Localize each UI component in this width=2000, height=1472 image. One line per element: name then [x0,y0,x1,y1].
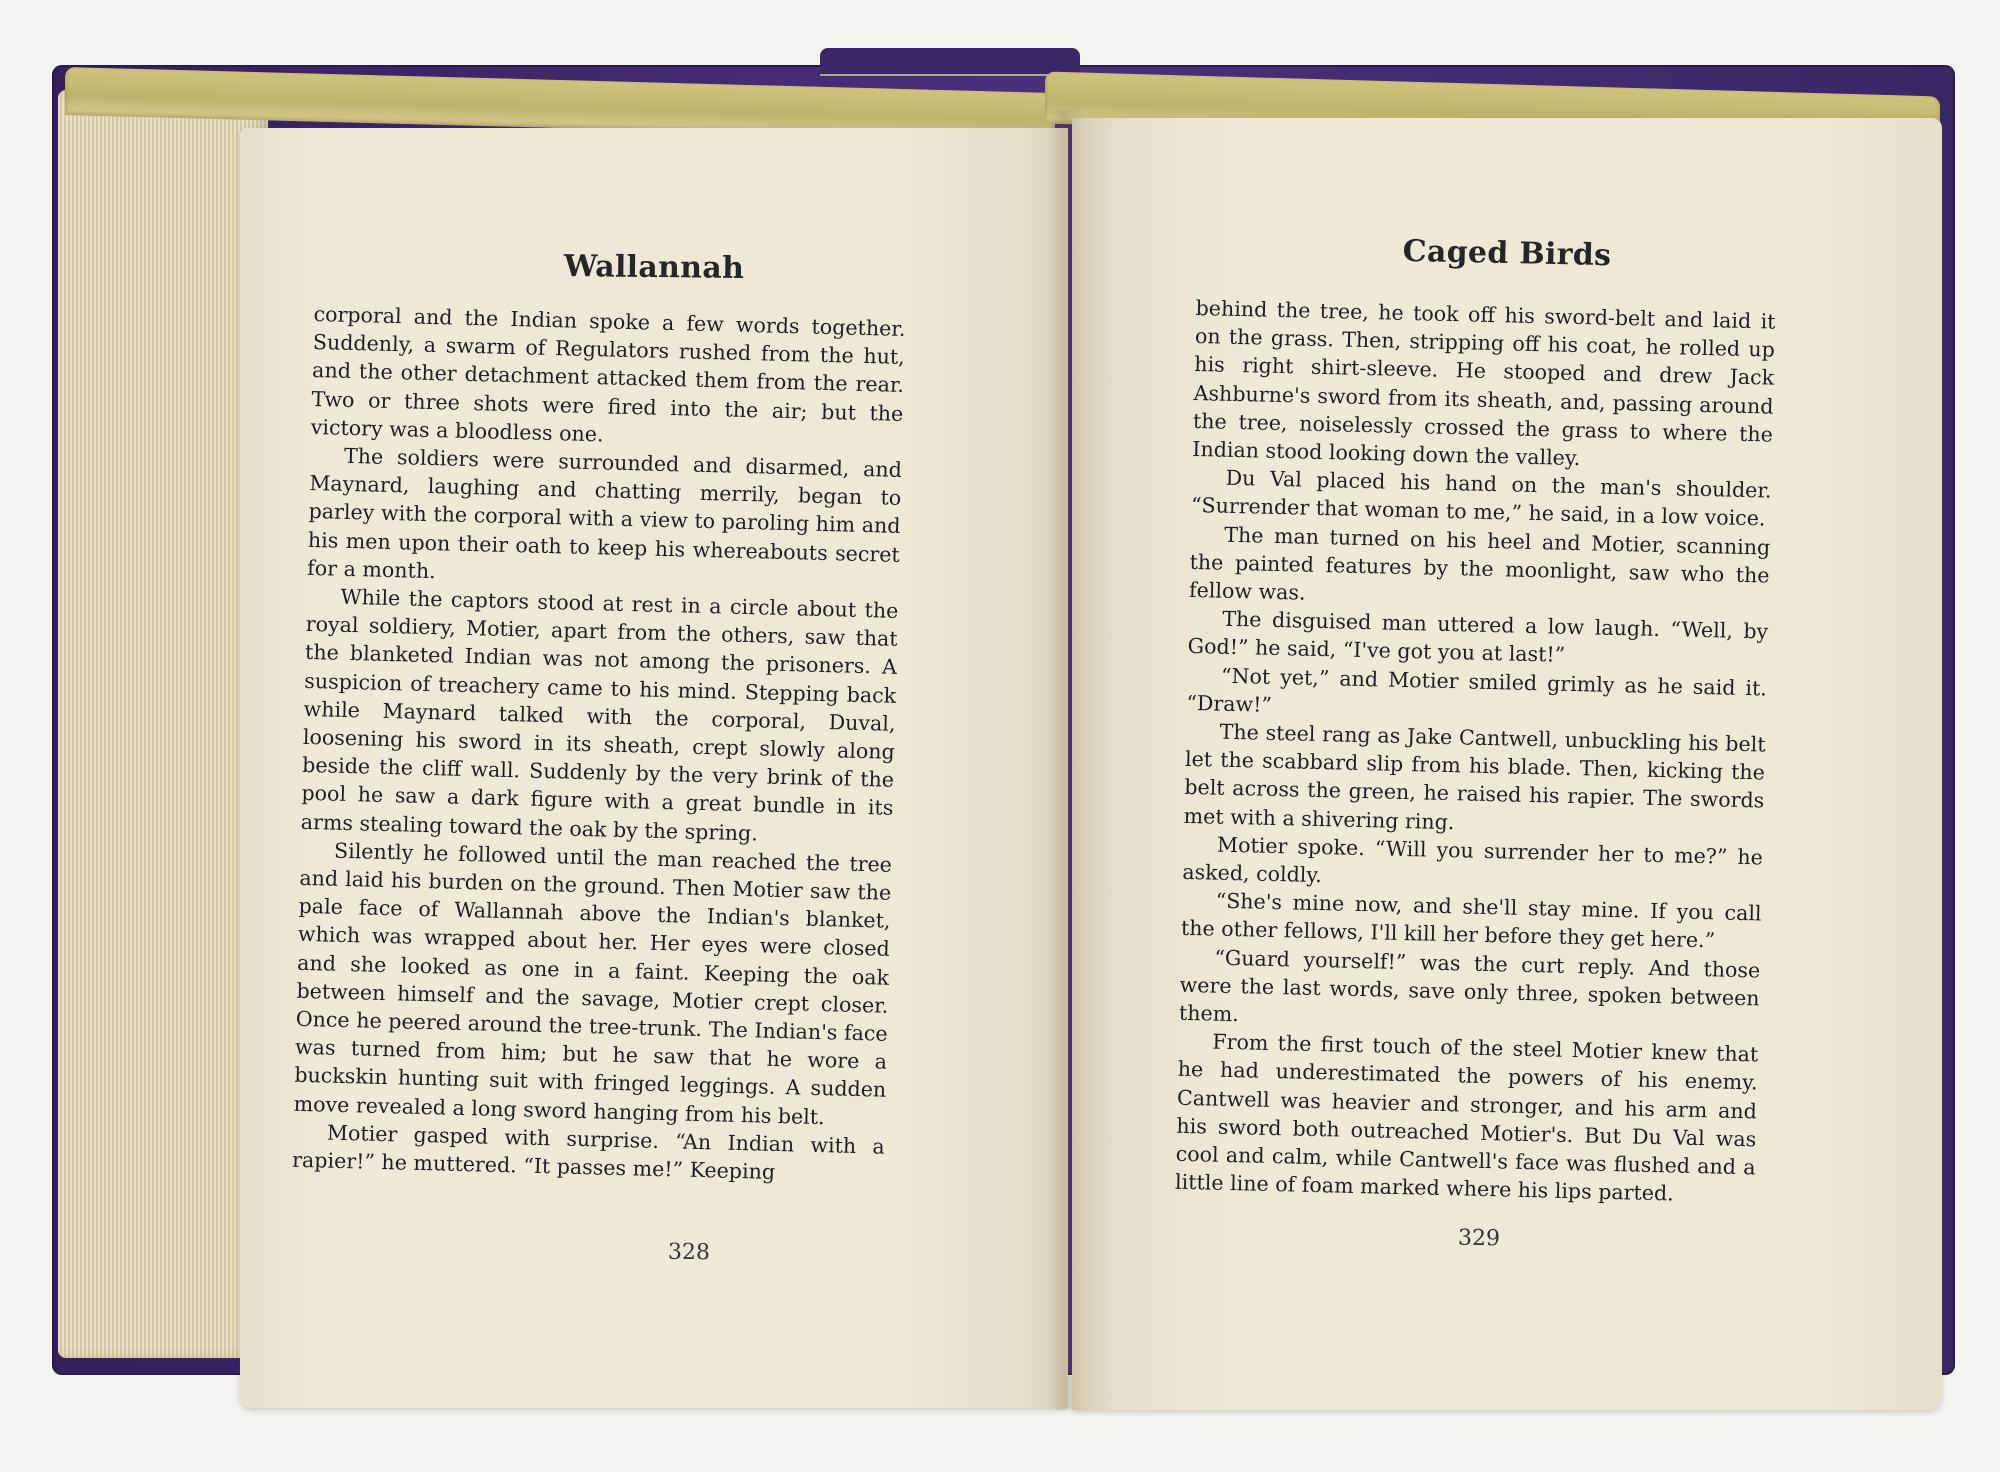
running-head-right: Caged Birds [1402,233,1612,274]
left-paragraph-4: Silently he followed until the man reached the tree and laid his burden on the ground. Then Motier saw the pale face of Wallannah above the Indian's blanket, which was wrapped about her. Her eyes were closed and she looked as one in a faint. Keeping the oak between himself and the savage, Motier crept closer. Once he peered around the tree-trunk. The Indian's face was turned from him; but he saw that he wore a buckskin hunting suit with fringed leggings. A sudden move revealed a long sword hanging from his belt. [293,838,893,1129]
page-number-left: 328 [667,1239,711,1266]
left-page-body [292,300,906,1189]
right-paragraph-2: Du Val placed his hand on the man's shoulder. “Surrender that woman to me,” he said, in a low voice. [1190,465,1772,531]
page-number-right: 329 [1457,1225,1501,1252]
right-paragraph-3: The man turned on his heel and Motier, scanning the painted features by the moonlight, saw who the fellow was. [1188,522,1771,605]
right-paragraph-1: behind the tree, he took off his sword-belt and laid it on the grass. Then, stripping off his coat, he rolled up his right shirt-sleeve. He stooped and drew Jack Ashburne's sword from its sheath, and, passing around the tree, noiselessly crossed the grass to where the Indian stood looking down the valley. [1192,295,1776,471]
right-paragraph-5: “Not yet,” and Motier smiled grimly as he said it. “Draw!” [1186,663,1768,717]
right-page [1072,118,1942,1410]
book-spine-head [820,48,1080,76]
right-paragraph-6: The steel rang as Jake Cantwell, unbuckling his belt let the scabbard slip from his blade. Then, kicking the belt across the green, he raised his rapier. The swords met with a shivering ring. [1183,719,1766,834]
right-paragraph-4: The disguised man uttered a low laugh. “Well, by God!” he said, “I've got you at last!” [1187,606,1769,668]
page-edge-stack [58,90,268,1358]
running-head-left: Wallannah [563,249,745,286]
left-paragraph-5: Motier gasped with surprise. “An Indian with a rapier!” he muttered. “It passes me!” Keeping [291,1120,886,1185]
right-page-body [1175,294,1776,1210]
right-paragraph-9: “Guard yourself!” was the curt reply. And those were the last words, save only three, spoken between them. [1178,945,1761,1027]
left-paragraph-1: corporal and the Indian spoke a few words together. Suddenly, a swarm of Regulators rushed from the hut, and the other detachment attacked them from the rear. Two or three shots were fired into the air; but the victory was a bloodless one. [310,301,906,447]
right-paragraph-10: From the first touch of the steel Motier knew that he had underestimated the powers of his enemy. Cantwell was heavier and stronger, and his arm and his sword both outreached Motier's. But Du Val was cool and calm, while Cantwell's face was flushed and a little line of foam marked where his lips parted. [1174,1029,1759,1206]
left-paragraph-3: While the captors stood at rest in a circle about the royal soldiery, Motier, apart from the others, saw that the blanketed Indian was not among the prisoners. A suspicion of treachery came to his mind. Stepping back while Maynard talked with the corporal, Duval, loosening his sword in its sheath, crept slowly along beside the cliff wall. Suddenly by the very brink of the pool he saw a dark figure with a great bundle in its arms stealing toward the oak by the spring. [300,584,899,846]
left-page [240,128,1068,1408]
right-paragraph-8: “She's mine now, and she'll stay mine. If you call the other fellows, I'll kill her before they get here.” [1180,888,1762,953]
right-paragraph-7: Motier spoke. “Will you surrender her to me?” he asked, coldly. [1182,832,1764,888]
left-paragraph-2: The soldiers were surrounded and disarmed, and Maynard, laughing and chatting merrily, began to parley with the corporal with a view to paroling him and his men upon their oath to keep his whereabouts secret for a month. [306,443,903,583]
